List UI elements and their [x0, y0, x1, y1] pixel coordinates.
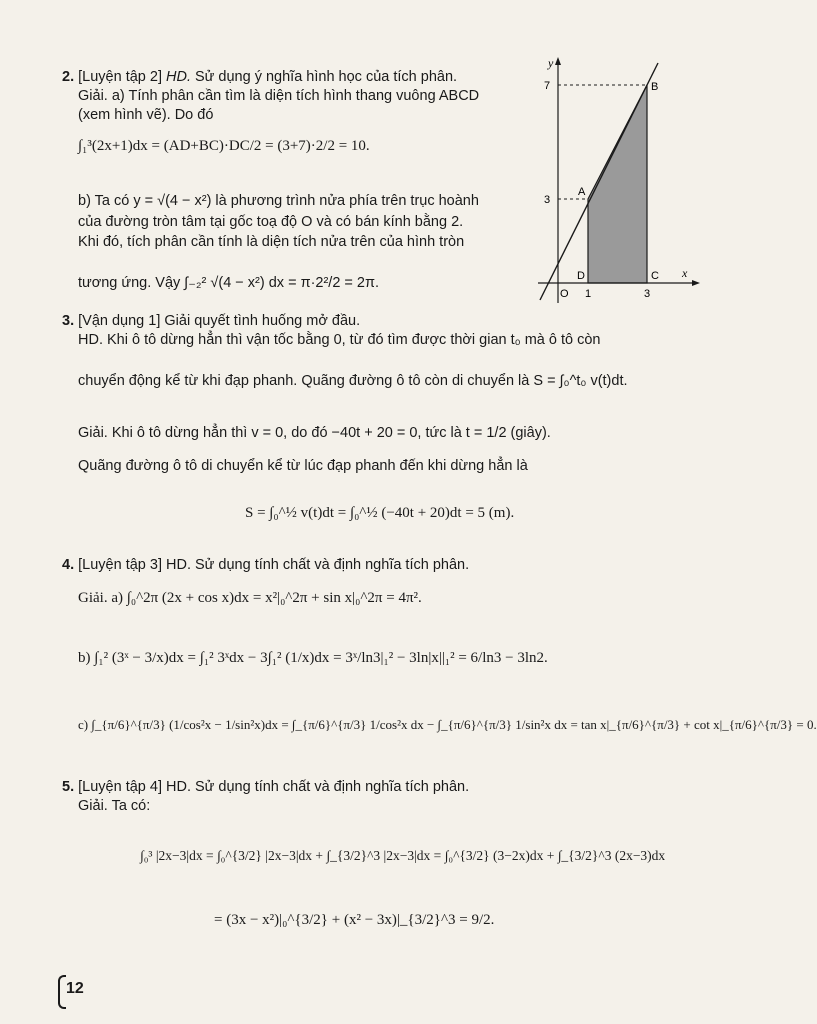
- q2-b-line2: của đường tròn tâm tại gốc toạ độ O và có bán kính bằng 2.: [78, 214, 464, 230]
- q2-head: [Luyện tập 2]: [78, 69, 166, 85]
- q5-intro: Giải. Ta có:: [78, 798, 151, 814]
- q2-a-intro2: (xem hình vẽ). Do đó: [78, 107, 214, 123]
- label-origin: O: [560, 288, 569, 300]
- q2-number: 2.: [62, 69, 75, 85]
- q5-line1: ∫₀³ |2x−3|dx = ∫₀^{3/2} |2x−3|dx + ∫_{3/2}^3 |2x−3|dx = ∫₀^{3/2} (3−2x)dx + ∫_{3/2}^3 (2x−3)dx: [140, 848, 666, 863]
- q4-part-b: b) ∫₁² (3ˣ − 3/x)dx = ∫₁² 3ˣdx − 3∫₁² (1/x)dx = 3ˣ/ln3|₁² − 3ln|x||₁² = 6/ln3 − 3ln2.: [78, 650, 548, 666]
- q3-line1: HD. Khi ô tô dừng hẳn thì vận tốc bằng 0, từ đó tìm được thời gian t₀ mà ô tô còn: [78, 332, 601, 348]
- label-x: x: [682, 266, 688, 280]
- page-number: 12: [66, 980, 84, 997]
- trapezoid-abcd: [588, 85, 647, 283]
- y-axis-arrow: [555, 57, 561, 65]
- tick-x1: 1: [585, 288, 592, 300]
- q4-heading: [62, 556, 469, 574]
- q3-line2: chuyển động kể từ khi đạp phanh. Quãng đường ô tô còn di chuyển là S = ∫₀^t₀ v(t)dt.: [78, 373, 628, 389]
- tick-y7: 7: [544, 80, 551, 92]
- q2-head-rest: Sử dụng ý nghĩa hình học của tích phân.: [190, 69, 458, 85]
- q3-line3: Giải. Khi ô tô dừng hẳn thì v = 0, do đó −40t + 20 = 0, tức là t = 1/2 (giây).: [78, 425, 551, 441]
- q5-number: 5.: [62, 779, 75, 795]
- label-point-c: C: [651, 270, 659, 282]
- label-y: y: [548, 56, 554, 70]
- q2-a-formula: ∫₁³(2x+1)dx = (AD+BC)·DC/2 = (3+7)·2/2 = 10.: [78, 138, 370, 154]
- label-point-d: D: [577, 270, 585, 282]
- q4-part-c: c) ∫_{π/6}^{π/3} (1/cos²x − 1/sin²x)dx = ∫_{π/6}^{π/3} 1/cos²x dx − ∫_{π/6}^{π/3} 1/sin²x dx = tan x|_{π/6}^{π/3} + cot x|_{π/6}^{π/3} = 0.: [78, 717, 817, 732]
- label-point-b: B: [651, 81, 659, 93]
- q3-head: [Vận dụng 1] Giải quyết tình huống mở đầu.: [78, 313, 361, 329]
- q5-line2: = (3x − x²)|₀^{3/2} + (x² − 3x)|_{3/2}^3 = 9/2.: [214, 912, 495, 928]
- q2-b-line1: b) Ta có y = √(4 − x²) là phương trình nửa phía trên trục hoành: [78, 193, 479, 209]
- trapezoid-figure: [530, 55, 705, 305]
- page-number-bracket: [58, 975, 66, 1009]
- q2-a-intro: Giải. a) Tính phân cần tìm là diện tích hình thang vuông ABCD: [78, 88, 480, 104]
- label-point-a: A: [578, 186, 586, 198]
- q4-number: 4.: [62, 557, 75, 573]
- tick-y3: 3: [544, 194, 551, 206]
- q3-formula: S = ∫₀^½ v(t)dt = ∫₀^½ (−40t + 20)dt = 5 (m).: [245, 505, 515, 521]
- q2-hd: HD.: [166, 69, 191, 85]
- q5-head: [Luyện tập 4] HD. Sử dụng tính chất và định nghĩa tích phân.: [78, 779, 470, 795]
- tick-x3: 3: [644, 288, 651, 300]
- q2-heading: [62, 68, 457, 86]
- q3-line4: Quãng đường ô tô di chuyển kể từ lúc đạp phanh đến khi dừng hẳn là: [78, 458, 528, 474]
- q5-heading: [62, 778, 469, 796]
- q3-heading: [62, 312, 360, 330]
- q4-head: [Luyện tập 3] HD. Sử dụng tính chất và định nghĩa tích phân.: [78, 557, 470, 573]
- x-axis-arrow: [692, 280, 700, 286]
- q2-b-line4: tương ứng. Vậy ∫₋₂² √(4 − x²) dx = π·2²/2 = 2π.: [78, 275, 380, 291]
- q3-number: 3.: [62, 313, 75, 329]
- q4-part-a: Giải. a) ∫₀^2π (2x + cos x)dx = x²|₀^2π + sin x|₀^2π = 4π².: [78, 590, 422, 606]
- q2-b-line3: Khi đó, tích phân cần tính là diện tích nửa trên của hình tròn: [78, 234, 465, 250]
